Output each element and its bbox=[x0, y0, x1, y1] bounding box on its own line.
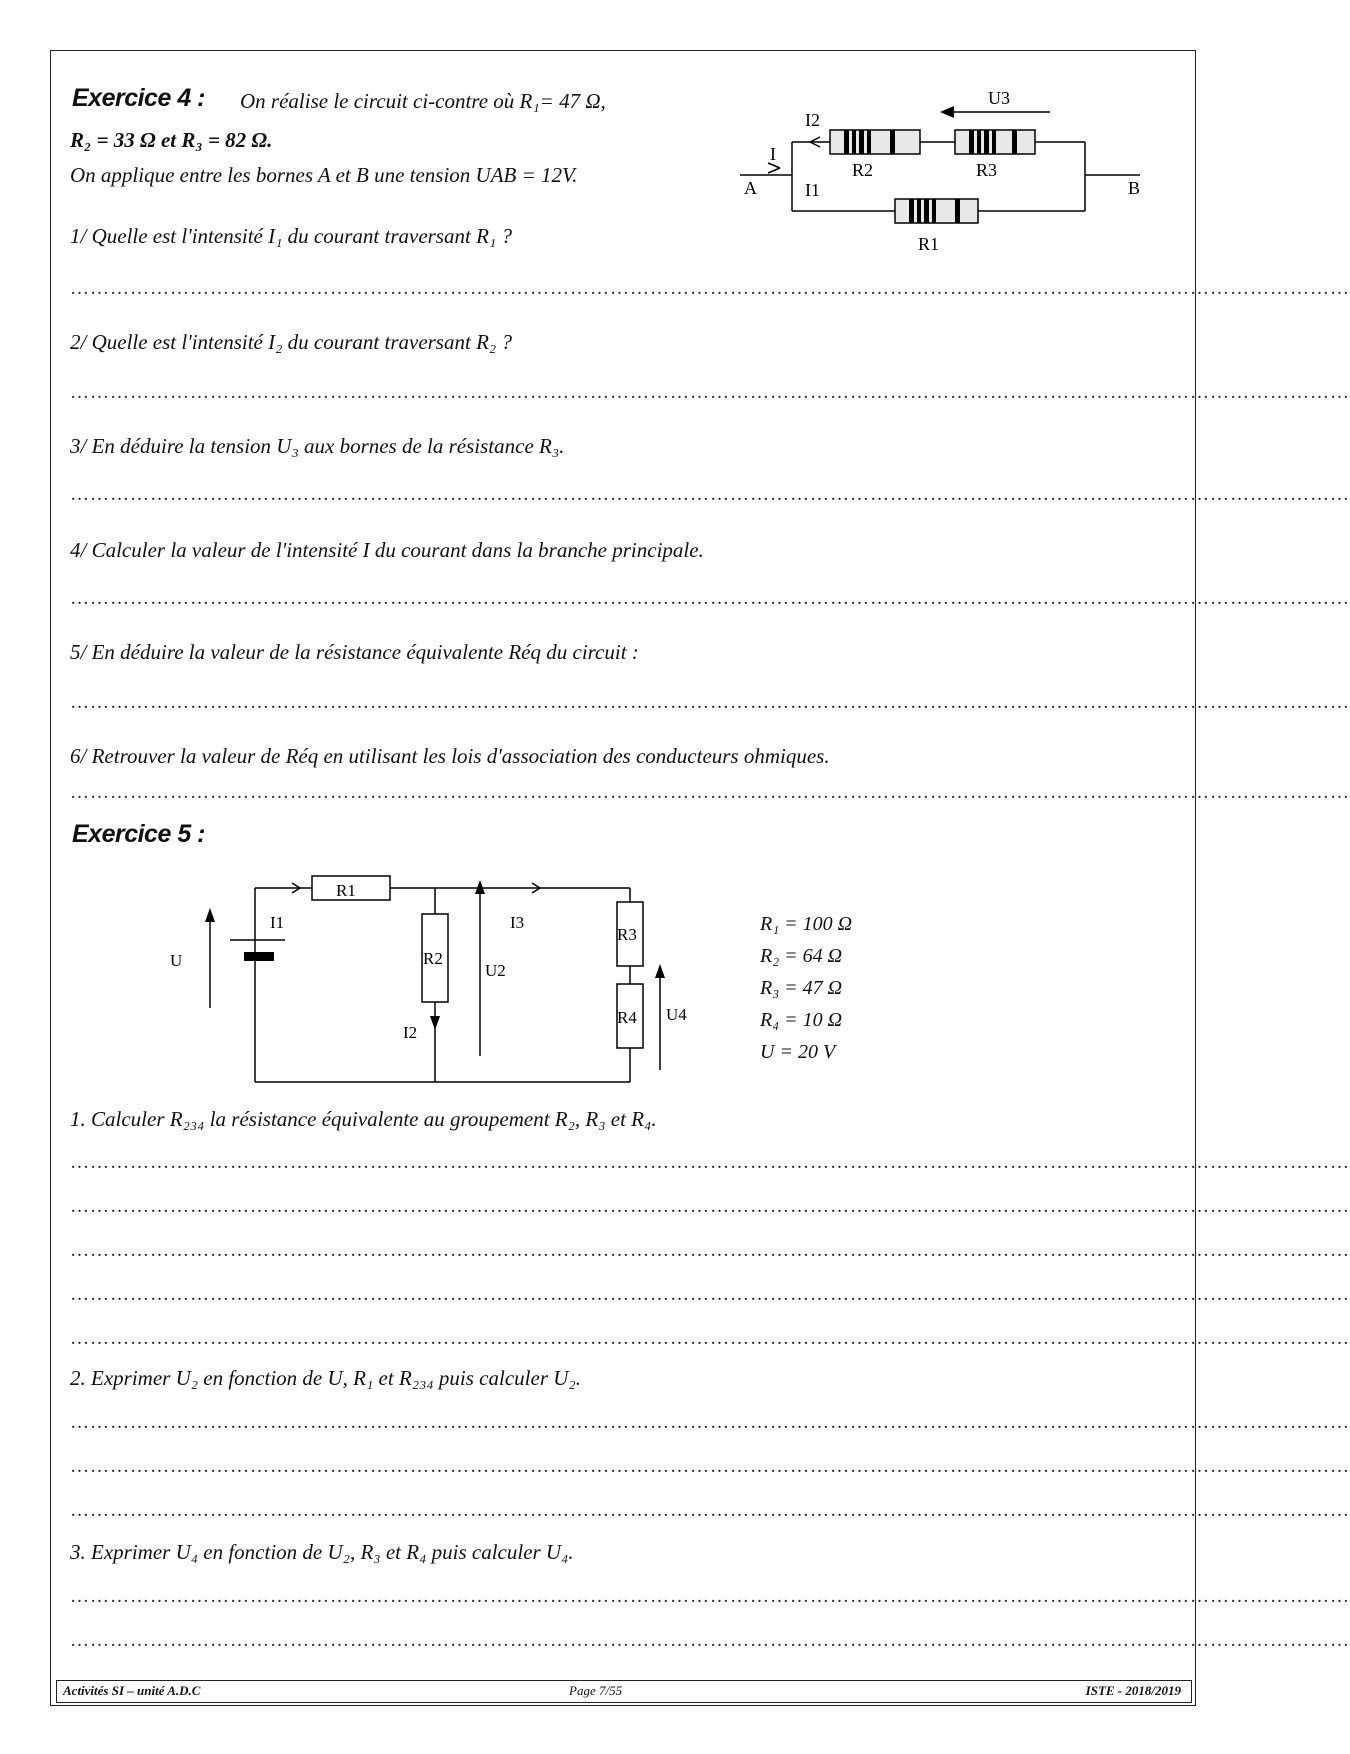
answer-line: ………………………………………………………………………………………………………………………………………………………………………… bbox=[70, 1284, 1350, 1305]
value-r4: R₄ = 10 Ω bbox=[760, 1009, 843, 1031]
answer-line: ………………………………………………………………………………………………………………………………………………………………………… bbox=[70, 692, 1350, 713]
answer-line: ………………………………………………………………………………………………………………………………………………………………………… bbox=[70, 782, 1350, 803]
answer-line: ………………………………………………………………………………………………………………………………………………………………………… bbox=[70, 1500, 1350, 1521]
exercise-4-intro-line2: R₂ = 33 Ω et R₃ = 82 Ω. bbox=[70, 128, 273, 152]
exercise-4-intro-line1: On réalise le circuit ci-contre où R₁= 47 Ω, bbox=[240, 89, 606, 113]
exercise-4-question-2: 2/ Quelle est l'intensité I₂ du courant traversant R₂ ? bbox=[70, 330, 512, 354]
label-r2: R2 bbox=[423, 949, 443, 968]
value-r3: R₃ = 47 Ω bbox=[760, 977, 843, 999]
answer-line: ………………………………………………………………………………………………………………………………………………………………………… bbox=[70, 1630, 1350, 1651]
label-r1: R1 bbox=[918, 234, 940, 254]
label-i: I bbox=[770, 144, 776, 164]
answer-line: ………………………………………………………………………………………………………………………………………………………………………… bbox=[70, 1456, 1350, 1477]
exercise-4-question-6: 6/ Retrouver la valeur de Réq en utilisant les lois d'association des conducteurs ohmiques. bbox=[70, 744, 830, 768]
answer-line: ………………………………………………………………………………………………………………………………………………………………………… bbox=[70, 484, 1350, 505]
value-r1: R₁ = 100 Ω bbox=[760, 913, 853, 935]
exercise-4-question-1: 1/ Quelle est l'intensité I₁ du courant traversant R₁ ? bbox=[70, 224, 512, 248]
answer-line: ………………………………………………………………………………………………………………………………………………………………………… bbox=[70, 382, 1350, 403]
exercise-4-circuit-diagram bbox=[740, 80, 1160, 270]
footer-right: ISTE - 2018/2019 bbox=[1085, 1683, 1181, 1698]
exercise-5-question-2: 2. Exprimer U₂ en fonction de U, R₁ et R₂₃₄ puis calculer U₂. bbox=[70, 1366, 581, 1390]
label-r1: R1 bbox=[336, 881, 356, 900]
label-u3: U3 bbox=[988, 88, 1010, 108]
footer-page-number: Page 7/55 bbox=[569, 1683, 623, 1698]
label-i3: I3 bbox=[510, 913, 525, 932]
exercise-4-question-5: 5/ En déduire la valeur de la résistance équivalente Réq du circuit : bbox=[70, 640, 639, 664]
exercise-4-question-3: 3/ En déduire la tension U₃ aux bornes de la résistance R₃. bbox=[70, 434, 565, 458]
label-r3: R3 bbox=[976, 160, 998, 180]
answer-line: ………………………………………………………………………………………………………………………………………………………………………… bbox=[70, 1152, 1350, 1173]
exercise-4-question-4: 4/ Calculer la valeur de l'intensité I du courant dans la branche principale. bbox=[70, 538, 704, 562]
exercise-5-title: Exercice 5 : bbox=[72, 820, 205, 848]
page-footer bbox=[56, 1680, 1192, 1703]
label-r3: R3 bbox=[617, 925, 637, 944]
footer-left: Activités SI – unité A.D.C bbox=[63, 1683, 201, 1698]
exercise-4-intro-line3: On applique entre les bornes A et B une tension UAB = 12V. bbox=[70, 163, 578, 187]
label-i1: I1 bbox=[270, 913, 285, 932]
label-a: A bbox=[744, 178, 757, 198]
answer-line: ………………………………………………………………………………………………………………………………………………………………………… bbox=[70, 278, 1350, 299]
answer-line: ………………………………………………………………………………………………………………………………………………………………………… bbox=[70, 588, 1350, 609]
label-r4: R4 bbox=[617, 1008, 637, 1027]
label-u: U bbox=[170, 951, 183, 970]
label-u4: U4 bbox=[666, 1005, 687, 1024]
answer-line: ………………………………………………………………………………………………………………………………………………………………………… bbox=[70, 1328, 1350, 1349]
label-r2: R2 bbox=[852, 160, 874, 180]
answer-line: ………………………………………………………………………………………………………………………………………………………………………… bbox=[70, 1586, 1350, 1607]
label-b: B bbox=[1128, 178, 1141, 198]
exercise-5-values bbox=[760, 908, 852, 1068]
label-i2: I2 bbox=[403, 1023, 418, 1042]
answer-line: ………………………………………………………………………………………………………………………………………………………………………… bbox=[70, 1412, 1350, 1433]
label-i1: I1 bbox=[805, 180, 820, 200]
answer-line: ………………………………………………………………………………………………………………………………………………………………………… bbox=[70, 1240, 1350, 1261]
exercise-4-title: Exercice 4 : bbox=[72, 84, 205, 112]
label-i2: I2 bbox=[805, 110, 820, 130]
label-u2: U2 bbox=[485, 961, 506, 980]
exercise-5-question-1: 1. Calculer R₂₃₄ la résistance équivalente au groupement R₂, R₃ et R₄. bbox=[70, 1107, 657, 1131]
value-r2: R₂ = 64 Ω bbox=[760, 945, 843, 967]
exercise-5-circuit-diagram bbox=[160, 860, 720, 1090]
value-u: U = 20 V bbox=[760, 1041, 836, 1063]
answer-line: ………………………………………………………………………………………………………………………………………………………………………… bbox=[70, 1196, 1350, 1217]
exercise-5-question-3: 3. Exprimer U₄ en fonction de U₂, R₃ et R₄ puis calculer U₄. bbox=[70, 1540, 574, 1564]
